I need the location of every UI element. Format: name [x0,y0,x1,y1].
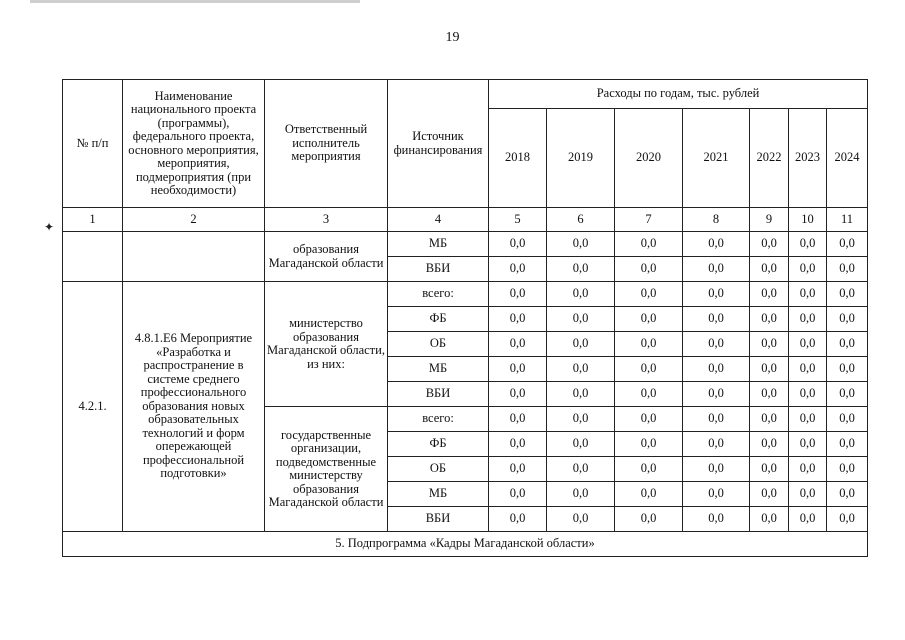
amount-cell: 0,0 [789,282,827,307]
amount-cell: 0,0 [489,332,547,357]
amount-cell: 0,0 [683,282,750,307]
scan-margin-mark: ✦ [44,220,55,234]
amount-cell: 0,0 [615,357,683,382]
amount-cell: 0,0 [547,282,615,307]
amount-cell: 0,0 [750,482,789,507]
amount-cell: 0,0 [789,407,827,432]
source-cell: ОБ [388,457,489,482]
amount-cell: 0,0 [615,257,683,282]
amount-cell: 0,0 [547,257,615,282]
column-index: 11 [827,208,868,232]
amount-cell: 0,0 [547,482,615,507]
subprogram-title: 5. Подпрограмма «Кадры Магаданской области» [63,532,868,557]
column-index: 7 [615,208,683,232]
amount-cell: 0,0 [683,482,750,507]
page-number: 19 [445,30,460,45]
header-name: Наименование национального проекта (программы), федерального проекта, основного мероприятия, мероприятия, подмероприятия (при необходимости) [123,80,265,208]
amount-cell: 0,0 [615,407,683,432]
amount-cell: 0,0 [615,507,683,532]
amount-cell: 0,0 [615,432,683,457]
year-header: 2020 [615,109,683,208]
source-cell: ВБИ [388,382,489,407]
amount-cell: 0,0 [750,432,789,457]
amount-cell: 0,0 [827,407,868,432]
amount-cell: 0,0 [750,407,789,432]
amount-cell: 0,0 [789,307,827,332]
amount-cell: 0,0 [547,307,615,332]
year-header: 2023 [789,109,827,208]
source-cell: ФБ [388,432,489,457]
year-header: 2018 [489,109,547,208]
amount-cell: 0,0 [827,482,868,507]
amount-cell: 0,0 [489,232,547,257]
amount-cell: 0,0 [683,407,750,432]
amount-cell: 0,0 [827,432,868,457]
amount-cell: 0,0 [547,407,615,432]
continued-name-cell [123,232,265,282]
column-index: 2 [123,208,265,232]
source-cell: всего: [388,282,489,307]
amount-cell: 0,0 [489,357,547,382]
amount-cell: 0,0 [683,507,750,532]
amount-cell: 0,0 [683,357,750,382]
amount-cell: 0,0 [750,282,789,307]
amount-cell: 0,0 [789,507,827,532]
column-index: 4 [388,208,489,232]
amount-cell: 0,0 [827,507,868,532]
item-number-cell: 4.2.1. [63,282,123,532]
item-name-cell: 4.8.1.Е6 Мероприятие «Разработка и распространение в системе среднего профессионального образования новых образовательных технологий и форм опережающей профессиональной подготовки» [123,282,265,532]
amount-cell: 0,0 [547,432,615,457]
amount-cell: 0,0 [489,257,547,282]
amount-cell: 0,0 [827,457,868,482]
continued-number-cell [63,232,123,282]
column-index: 3 [265,208,388,232]
amount-cell: 0,0 [615,332,683,357]
continued-executor-cell: образования Магаданской области [265,232,388,282]
amount-cell: 0,0 [489,407,547,432]
amount-cell: 0,0 [547,457,615,482]
year-header: 2022 [750,109,789,208]
column-index: 10 [789,208,827,232]
amount-cell: 0,0 [827,332,868,357]
amount-cell: 0,0 [683,232,750,257]
amount-cell: 0,0 [615,457,683,482]
amount-cell: 0,0 [683,257,750,282]
column-index-row [63,208,868,232]
year-header: 2024 [827,109,868,208]
amount-cell: 0,0 [489,507,547,532]
amount-cell: 0,0 [489,382,547,407]
amount-cell: 0,0 [489,482,547,507]
source-cell: ВБИ [388,507,489,532]
executor-cell: государственные организации, подведомственные министерству образования Магаданской области [265,407,388,532]
column-index: 8 [683,208,750,232]
amount-cell: 0,0 [789,332,827,357]
amount-cell: 0,0 [750,332,789,357]
source-cell: МБ [388,482,489,507]
amount-cell: 0,0 [489,432,547,457]
executor-cell: министерство образования Магаданской области, из них: [265,282,388,407]
amount-cell: 0,0 [750,307,789,332]
amount-cell: 0,0 [489,282,547,307]
amount-cell: 0,0 [683,307,750,332]
header-source: Источник финансирования [388,80,489,208]
amount-cell: 0,0 [615,482,683,507]
scan-top-rule [30,0,360,3]
amount-cell: 0,0 [789,432,827,457]
amount-cell: 0,0 [789,257,827,282]
column-index: 9 [750,208,789,232]
source-cell: всего: [388,407,489,432]
year-header: 2021 [683,109,750,208]
amount-cell: 0,0 [489,307,547,332]
column-index: 5 [489,208,547,232]
amount-cell: 0,0 [827,282,868,307]
column-index: 6 [547,208,615,232]
amount-cell: 0,0 [615,382,683,407]
amount-cell: 0,0 [615,282,683,307]
amount-cell: 0,0 [547,507,615,532]
amount-cell: 0,0 [615,232,683,257]
amount-cell: 0,0 [750,507,789,532]
header-number: № п/п [63,80,123,208]
subprogram-row [63,532,868,557]
amount-cell: 0,0 [827,257,868,282]
amount-cell: 0,0 [789,482,827,507]
amount-cell: 0,0 [547,382,615,407]
source-cell: ФБ [388,307,489,332]
amount-cell: 0,0 [547,357,615,382]
table-row [63,232,868,257]
amount-cell: 0,0 [827,307,868,332]
amount-cell: 0,0 [683,432,750,457]
header-executor: Ответственный исполнитель мероприятия [265,80,388,208]
amount-cell: 0,0 [750,357,789,382]
amount-cell: 0,0 [683,457,750,482]
amount-cell: 0,0 [615,307,683,332]
amount-cell: 0,0 [789,382,827,407]
amount-cell: 0,0 [827,382,868,407]
amount-cell: 0,0 [489,457,547,482]
amount-cell: 0,0 [750,457,789,482]
budget-table [62,79,868,557]
amount-cell: 0,0 [827,357,868,382]
amount-cell: 0,0 [789,357,827,382]
year-header: 2019 [547,109,615,208]
amount-cell: 0,0 [750,382,789,407]
source-cell: ОБ [388,332,489,357]
source-cell: ВБИ [388,257,489,282]
amount-cell: 0,0 [547,232,615,257]
table-row [63,282,868,307]
amount-cell: 0,0 [750,257,789,282]
amount-cell: 0,0 [547,332,615,357]
source-cell: МБ [388,232,489,257]
header-expenses: Расходы по годам, тыс. рублей [489,80,868,109]
amount-cell: 0,0 [827,232,868,257]
amount-cell: 0,0 [750,232,789,257]
amount-cell: 0,0 [683,382,750,407]
source-cell: МБ [388,357,489,382]
amount-cell: 0,0 [789,232,827,257]
column-index: 1 [63,208,123,232]
amount-cell: 0,0 [789,457,827,482]
amount-cell: 0,0 [683,332,750,357]
